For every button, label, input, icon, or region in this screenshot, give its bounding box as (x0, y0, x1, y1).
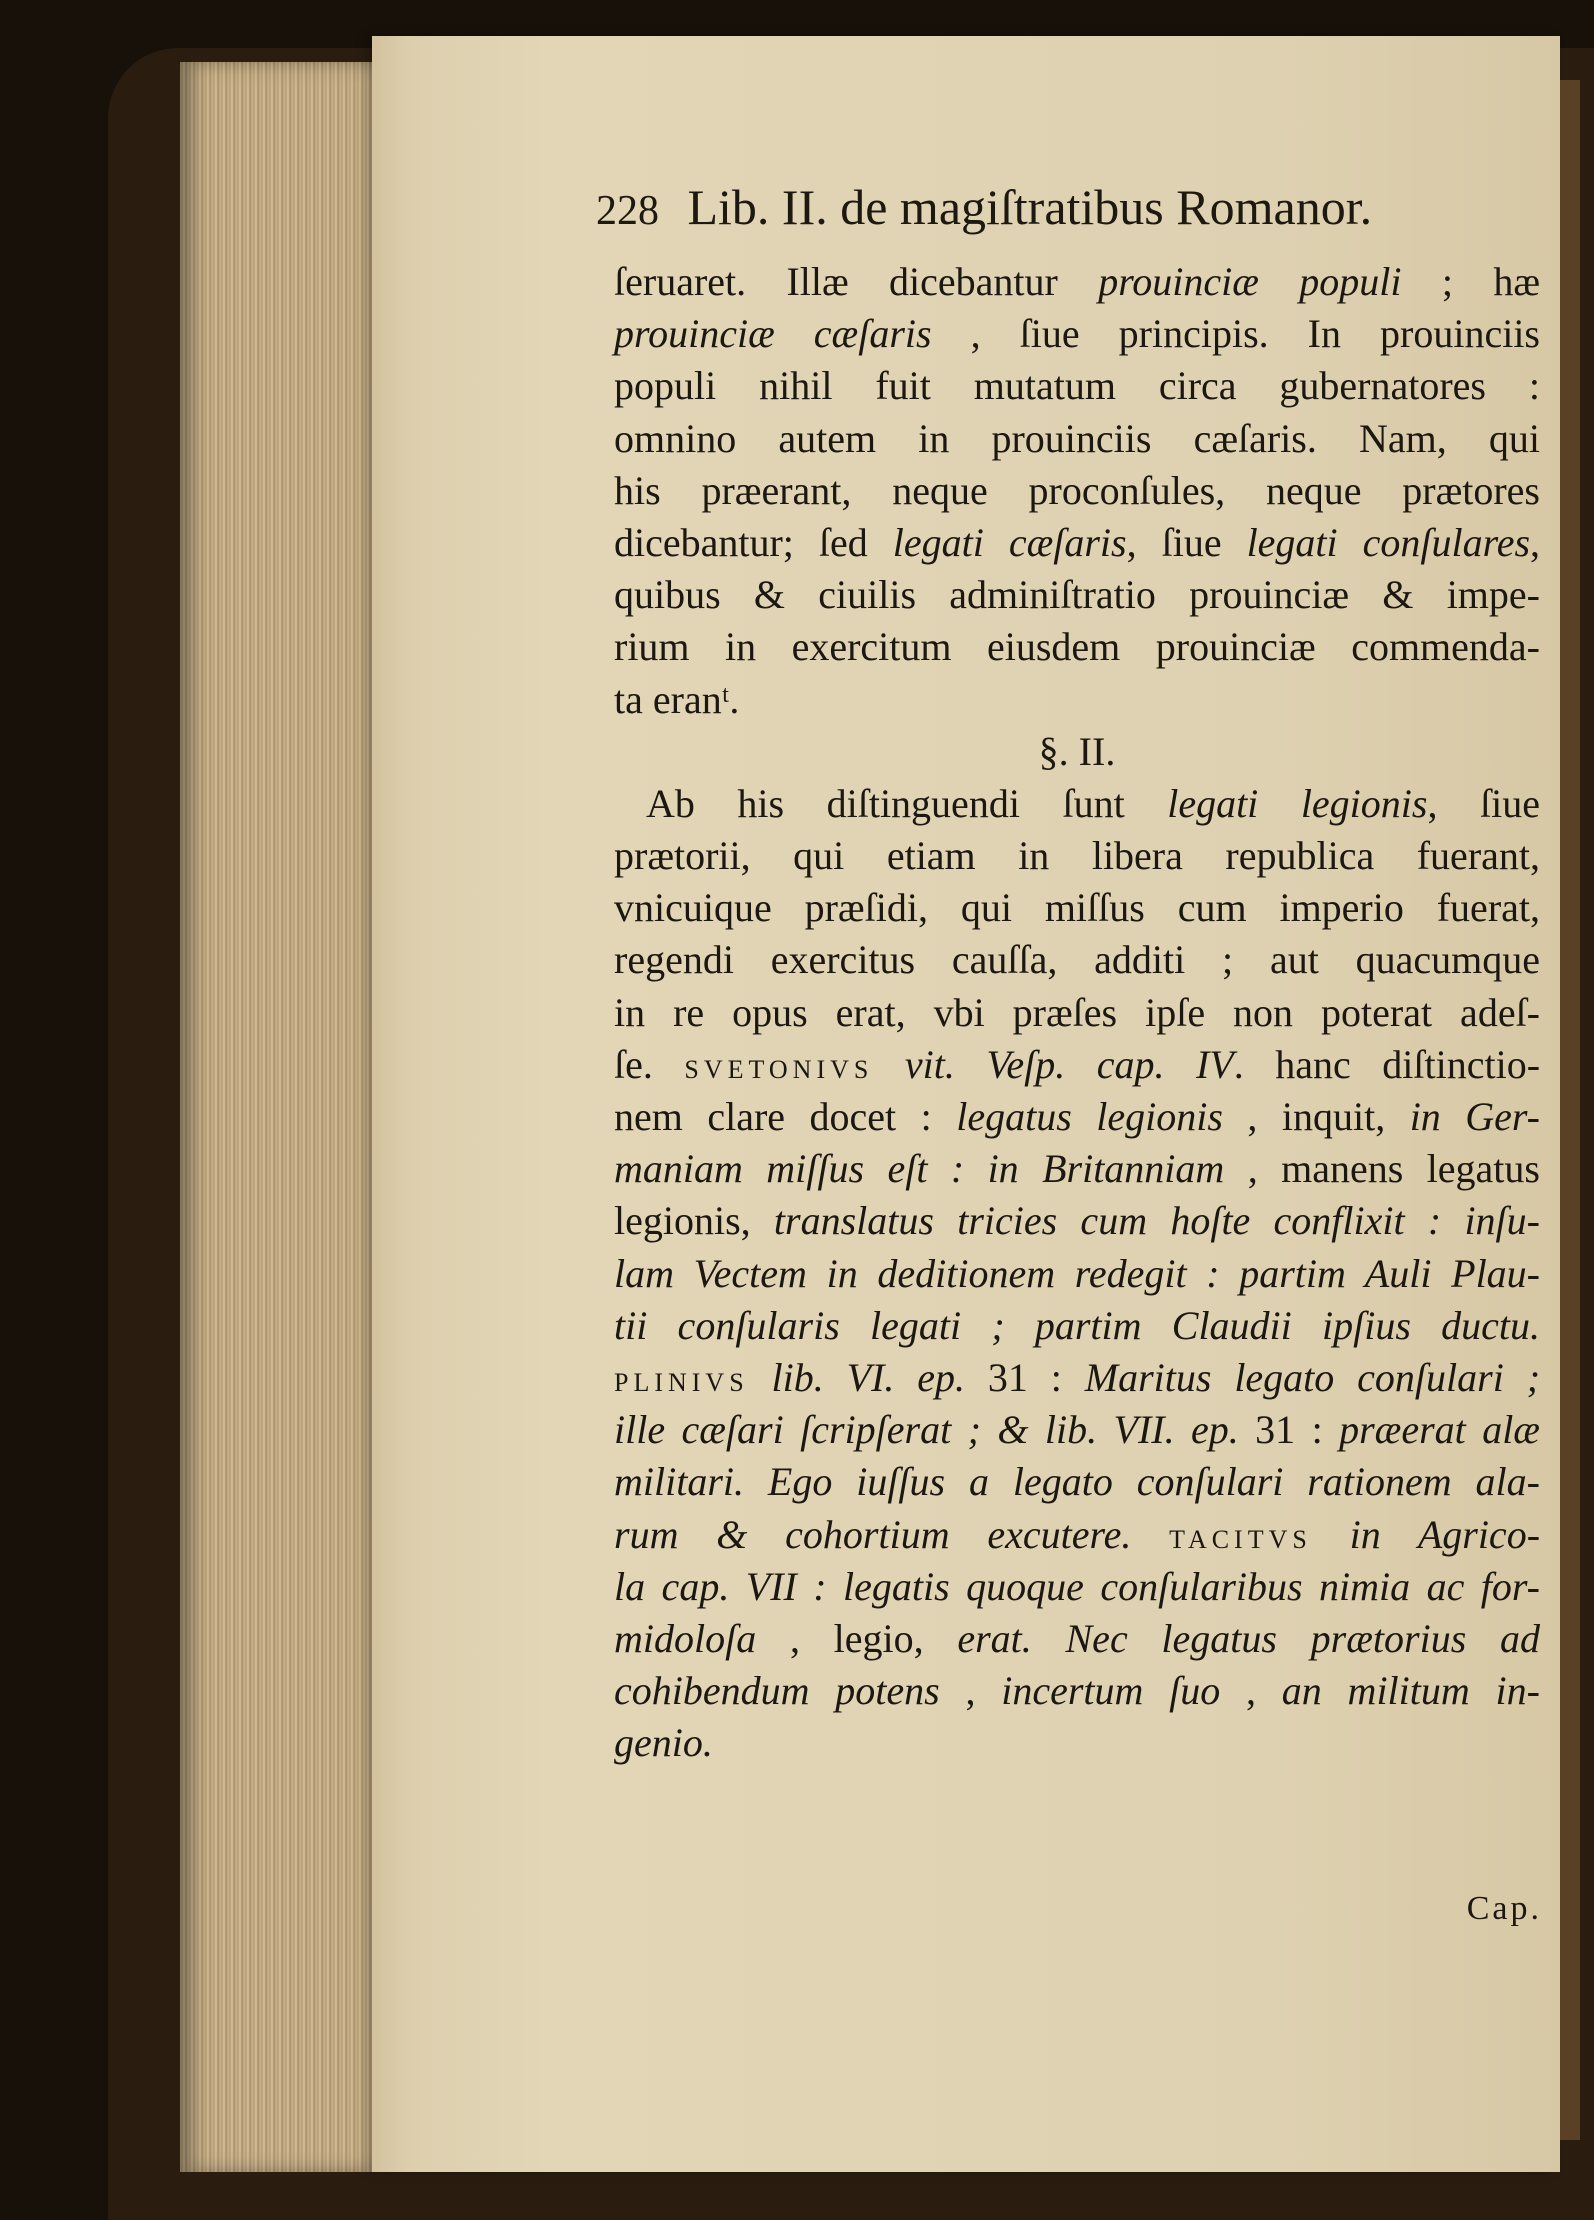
text-line (614, 1509, 1540, 1561)
text-span: SVETONIVS (684, 1054, 874, 1084)
text-span: dicebantur; ſed (614, 519, 893, 565)
text-line (614, 569, 1540, 621)
text-span: . hanc diſtinctio- (1233, 1041, 1541, 1087)
text-line (614, 413, 1540, 465)
text-line (614, 934, 1540, 986)
text-span: , (939, 1668, 1002, 1714)
italic-text: translatus tricies cum hoſte conflixit : inſu- (773, 1198, 1540, 1244)
text-span: , ſiue (1427, 780, 1540, 826)
text-span: rium in exercitum eiusdem prouinciæ commenda- (614, 624, 1540, 670)
italic-text: incertum ſuo (1001, 1668, 1221, 1714)
text-line (614, 360, 1540, 412)
text-span: 31 : (1238, 1407, 1340, 1453)
italic-text: cohibendum potens (614, 1668, 940, 1714)
text-span: in re opus erat, vbi præſes ipſe non poterat adeſ- (614, 989, 1540, 1035)
text-line (614, 308, 1540, 360)
italic-text: militari. Ego iuſſus a legato conſulari rationem ala- (614, 1459, 1540, 1505)
italic-text: Maritus legato conſulari ; (1084, 1354, 1541, 1400)
text-span: prætorii, qui etiam in libera republica fuerant, (614, 833, 1540, 879)
text-line (614, 830, 1540, 882)
text-span: , manens legatus (1224, 1146, 1540, 1192)
italic-text: prouinciæ populi (1098, 259, 1402, 304)
text-line (614, 1613, 1540, 1665)
text-span: Ab his diſtinguendi ſunt (646, 780, 1168, 826)
text-span: populi nihil fuit mutatum circa gubernatores : (614, 363, 1540, 409)
text-line (614, 1091, 1540, 1143)
text-span: vnicuique præſidi, qui miſſus cum imperio fuerat, (614, 885, 1540, 931)
italic-text: legatus legionis (956, 1094, 1223, 1139)
text-span (749, 1355, 772, 1400)
text-span (873, 1042, 905, 1087)
text-span: quibus & ciuilis adminiſtratio prouinciæ & impe- (614, 572, 1540, 618)
text-span: ta eran (614, 676, 722, 722)
text-line (614, 1665, 1540, 1717)
gutter-edge (1560, 80, 1580, 2140)
italic-text: an militum in- (1281, 1668, 1540, 1714)
text-span: legionis, (614, 1198, 774, 1244)
text-span (1131, 1512, 1169, 1557)
text-line (614, 1717, 1540, 1769)
text-span: , legio, (756, 1615, 958, 1661)
text-span: regendi exercitus cauſſa, additi ; aut quacumque (614, 937, 1540, 983)
text-span (1312, 1512, 1350, 1557)
text-line (614, 987, 1540, 1039)
italic-text: legati cæſaris (892, 519, 1127, 565)
catchword: Cap. (1466, 1890, 1542, 1927)
text-span: §. II. (1038, 728, 1116, 774)
text-line (614, 1039, 1540, 1091)
text-span: . (729, 676, 740, 722)
text-line (614, 465, 1540, 517)
italic-text: vit. Veſp. cap. IV (904, 1041, 1234, 1087)
text-span: , inquit, (1222, 1094, 1410, 1139)
italic-text: genio. (614, 1720, 713, 1766)
text-span: his præerant, neque proconſules, neque prætores (614, 467, 1540, 513)
italic-text: in Ger- (1409, 1094, 1541, 1139)
footnote-marker: ᵗ (721, 676, 730, 722)
text-line (614, 1561, 1540, 1613)
text-span: , (1220, 1668, 1282, 1714)
page-stack-edge (180, 62, 380, 2172)
italic-text: legati legionis (1167, 780, 1428, 826)
text-line (614, 1456, 1540, 1508)
text-line (614, 1300, 1540, 1352)
text-span: , ſiue (1126, 519, 1247, 565)
section-heading (614, 726, 1540, 778)
running-header (596, 166, 1540, 248)
italic-text: midoloſa (614, 1615, 757, 1661)
text-span: omnino autem in prouinciis cæſaris. Nam, qui (614, 415, 1540, 461)
text-span: ſeruaret. Illæ dicebantur (614, 259, 1099, 304)
text-line (614, 882, 1540, 934)
italic-text: erat. Nec legatus prætorius ad (957, 1615, 1540, 1661)
italic-text: tii conſularis legati ; partim Claudii ipſius ductu. (614, 1302, 1540, 1348)
italic-text: lam Vectem in deditionem redegit : partim Auli Plau- (614, 1250, 1540, 1296)
text-span: TACITVS (1169, 1524, 1312, 1554)
text-line (614, 674, 1540, 726)
page-number: 228 (596, 188, 659, 234)
italic-text: rum & cohortium excutere. (614, 1511, 1132, 1557)
body-text (614, 256, 1540, 1769)
text-span: 31 : (965, 1354, 1085, 1400)
text-line (614, 256, 1540, 308)
text-line (614, 778, 1540, 830)
italic-text: maniam miſſus eſt : in Britanniam (614, 1146, 1225, 1192)
text-span: ; hæ (1401, 259, 1540, 304)
italic-text: lib. VI. ep. (771, 1354, 966, 1400)
text-line (614, 1404, 1540, 1456)
italic-text: præerat alæ (1339, 1407, 1540, 1453)
text-span: , ſiue principis. In prouinciis (931, 311, 1540, 357)
text-span: PLINIVS (614, 1367, 749, 1397)
italic-text: in Agrico- (1349, 1511, 1541, 1557)
italic-text: ille cæſari ſcripſerat ; & lib. VII. ep. (614, 1407, 1239, 1453)
italic-text: la cap. VII : legatis quoque conſularibus nimia ac for- (614, 1563, 1540, 1609)
text-line (614, 1143, 1540, 1195)
text-span: ſe. (614, 1041, 685, 1087)
text-line (614, 1195, 1540, 1247)
italic-text: prouinciæ cæſaris (614, 311, 932, 357)
text-span: , (1530, 519, 1541, 565)
running-title: Lib. II. de magiſtratibus Romanor. (687, 179, 1373, 235)
text-line (614, 1248, 1540, 1300)
text-line (614, 621, 1540, 673)
text-span: nem clare docet : (614, 1094, 957, 1139)
text-line (614, 1352, 1540, 1404)
text-line (614, 517, 1540, 569)
italic-text: legati conſulares (1246, 519, 1531, 565)
